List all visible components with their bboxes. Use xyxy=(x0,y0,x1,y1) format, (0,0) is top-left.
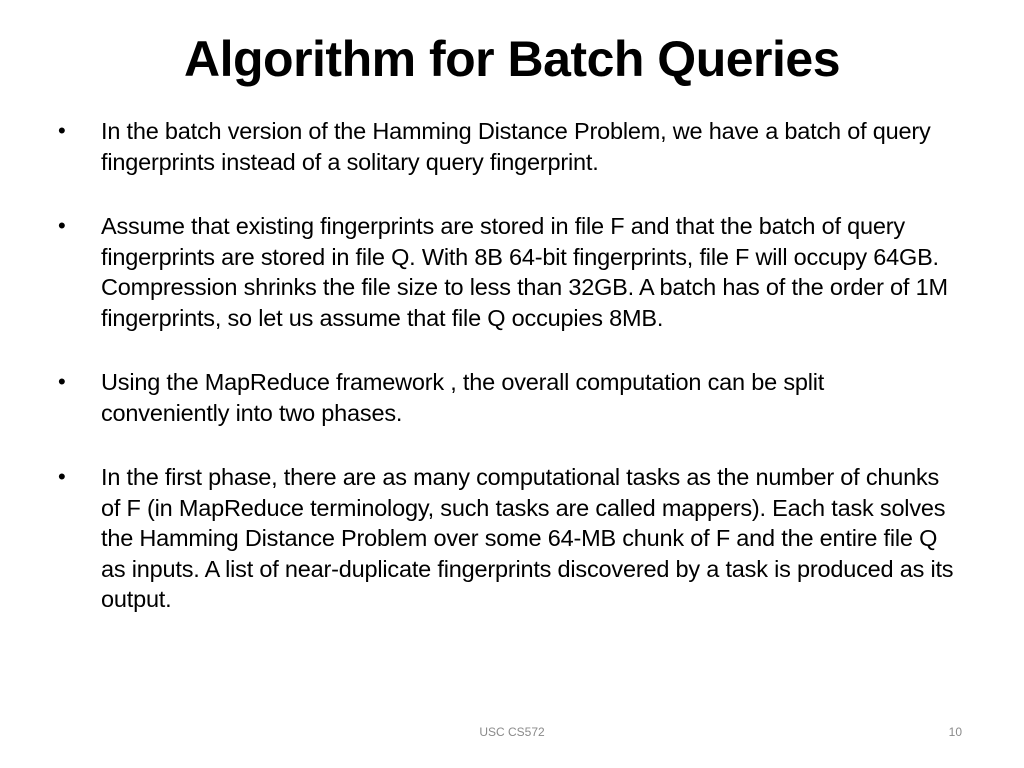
bullet-icon: • xyxy=(58,213,66,238)
page-number: 10 xyxy=(948,725,962,739)
bullet-icon: • xyxy=(58,464,66,489)
bullet-text: In the batch version of the Hamming Distance Problem, we have a batch of query fingerprints instead of a solitary query fingerprint. xyxy=(101,118,931,175)
bullet-text: Assume that existing fingerprints are stored in file F and that the batch of query fingerprints are stored in file Q. With 8B 64-bit fingerprints, file F will occupy 64GB. Compression shrinks the file size to less than 32GB. A batch has of the order of 1M fingerprints, so let us assume that file Q occupies 8MB. xyxy=(101,213,948,331)
bullet-list xyxy=(58,116,958,615)
bullet-item xyxy=(58,367,958,428)
bullet-text: Using the MapReduce framework , the overall computation can be split conveniently into two phases. xyxy=(101,369,825,426)
footer-label: USC CS572 xyxy=(479,725,545,739)
bullet-text: In the first phase, there are as many computational tasks as the number of chunks of F (in MapReduce terminology, such tasks are called mappers). Each task solves the Hamming Distance Problem over some 64-MB chunk of F and the entire file Q as inputs. A list of near-duplicate fingerprints discovered by a task is produced as its output. xyxy=(101,464,954,612)
bullet-item xyxy=(58,116,958,177)
bullet-item xyxy=(58,211,958,333)
slide-title: Algorithm for Batch Queries xyxy=(183,31,841,87)
bullet-item xyxy=(58,462,958,615)
bullet-icon: • xyxy=(58,369,66,394)
bullet-icon: • xyxy=(58,118,66,143)
